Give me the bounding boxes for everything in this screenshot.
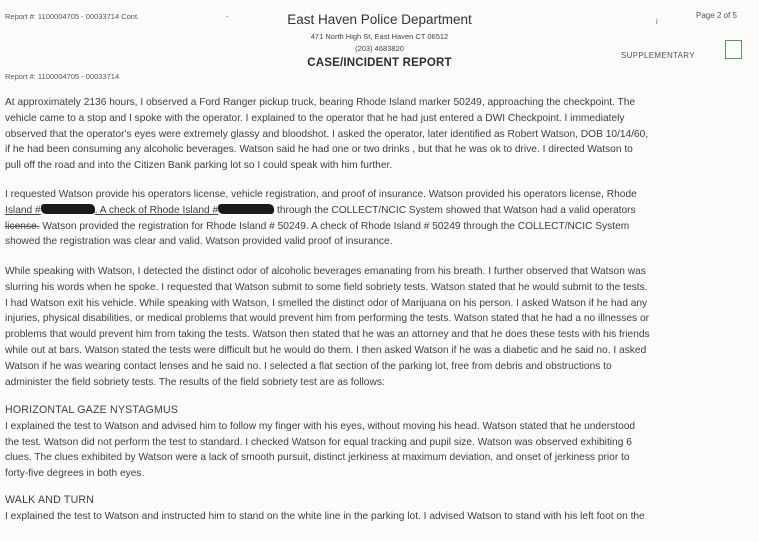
text-line: I explained the test to Watson and instructed him to stand on the white line in the parking lot. I advised Watson to stand with his left foot on the bbox=[5, 510, 645, 522]
section-walk-and-turn bbox=[5, 493, 757, 525]
text-line: forty-five degrees in both eyes. bbox=[5, 468, 145, 480]
text-line: I requested Watson provide his operators license, vehicle registration, and proof of insurance. Watson provided his operators license, Rhode bbox=[5, 189, 637, 200]
redaction-block bbox=[41, 204, 95, 214]
report-number-second: Report #: 1100004705 - 00033714 bbox=[5, 72, 120, 81]
text-line: Watson if he was wearing contact lenses and he said no. I selected a flat section of the parking lot, free from debris and obstructions to bbox=[5, 360, 612, 372]
paragraph-license-check bbox=[5, 187, 757, 250]
struck-text: license. bbox=[5, 220, 40, 232]
text-line: problems that would prevent him from taking the tests. Watson then stated that he was an attorney and that he does these tests with his friends bbox=[5, 329, 650, 341]
section-heading-hgn: HORIZONTAL GAZE NYSTAGMUS bbox=[5, 404, 179, 416]
redaction-block bbox=[218, 204, 274, 214]
text-line: showed the registration was clear and valid. Watson provided valid proof of insurance. bbox=[5, 236, 393, 248]
text-line: injuries, physical disabilities, or medical problems that would prevent him from performing the tests. Watson stated that he had a no illnesses or bbox=[5, 313, 650, 325]
stray-mark: - bbox=[226, 12, 229, 21]
text-line: While speaking with Watson, I detected the distinct odor of alcoholic beverages emanating from his breath. I further observed that Watson was bbox=[5, 266, 646, 277]
text-line: pull off the road and into the Citizen Bank parking lot so I could speak with him further. bbox=[5, 160, 393, 172]
text-line: clues. The clues exhibited by Watson were a lack of smooth pursuit, distinct jerkiness at maximum deviation, and onset of jerkiness prior to bbox=[5, 452, 630, 464]
supplementary-label: SUPPLEMENTARY bbox=[621, 51, 695, 60]
paragraph-observation bbox=[5, 95, 757, 174]
text-line: At approximately 2136 hours, I observed a Ford Ranger pickup truck, bearing Rhode Island marker 50249, approaching the checkpoint. The bbox=[5, 97, 636, 108]
text-line: the test. Watson did not perform the test to standard. I checked Watson for equal tracking and pupil size. Watson was observed exhibiting 6 bbox=[5, 436, 632, 448]
department-address: 471 North High St, East Haven CT 06512 bbox=[310, 32, 449, 41]
text-line: vehicle came to a stop and I spoke with the operator. I explained to the operator that he had just entered a DWI Checkpoint. I immediately bbox=[5, 112, 625, 124]
stray-tick: i bbox=[656, 17, 658, 26]
case-title: CASE/INCIDENT REPORT bbox=[307, 57, 452, 69]
supplementary-checkbox[interactable] bbox=[725, 40, 742, 59]
section-heading-walk-and-turn: WALK AND TURN bbox=[5, 494, 95, 506]
department-phone: (203) 4683820 bbox=[355, 44, 404, 53]
text-line: I explained the test to Watson and advised him to follow my finger with his eyes, without moving his head. Watson stated that he understood bbox=[5, 420, 636, 432]
page-number: Page 2 of 5 bbox=[696, 11, 737, 20]
text-line: I had Watson exit his vehicle. While speaking with Watson, I smelled the distinct odor of Marijuana on his person. I asked Watson if he had any bbox=[5, 297, 648, 309]
text-line: slurring his words when he spoke. I requested that Watson submit to some field sobriety tests. Watson stated that he would submit to the tests. bbox=[5, 281, 648, 293]
department-name: East Haven Police Department bbox=[287, 12, 472, 27]
text-line: observed that the operator's eyes were extremely glassy and bloodshot. I asked the operator, later identified as Robert Watson, DOB 10/14/60, bbox=[5, 128, 649, 140]
text-line: while out at bars. Watson stated the tests were difficult but he would do them. I then asked Watson if he was a diabetic and he said no. I asked bbox=[5, 344, 647, 356]
paragraph-sobriety-setup bbox=[5, 264, 757, 390]
underlined-text: Island # . A check of Rhode Island # bbox=[5, 205, 274, 216]
report-number-top: Report #: 1100004705 - 00033714 Cont. bbox=[5, 12, 140, 21]
section-hgn bbox=[5, 403, 757, 482]
text-line: if he had been consuming any alcoholic beverages. Watson said he had one or two drinks , but that he was ok to drive. I directed Watson to bbox=[5, 144, 633, 156]
text-line: license. Watson provided the registration for Rhode Island # 50249. A check of Rhode Island # 50249 through the COLLECT/NCIC System bbox=[5, 220, 630, 232]
text-line: administer the field sobriety tests. The results of the field sobriety test are as follows: bbox=[5, 376, 385, 388]
text-line: Island # . A check of Rhode Island # through the COLLECT/NCIC System showed that Watson had a valid operators bbox=[5, 204, 636, 216]
